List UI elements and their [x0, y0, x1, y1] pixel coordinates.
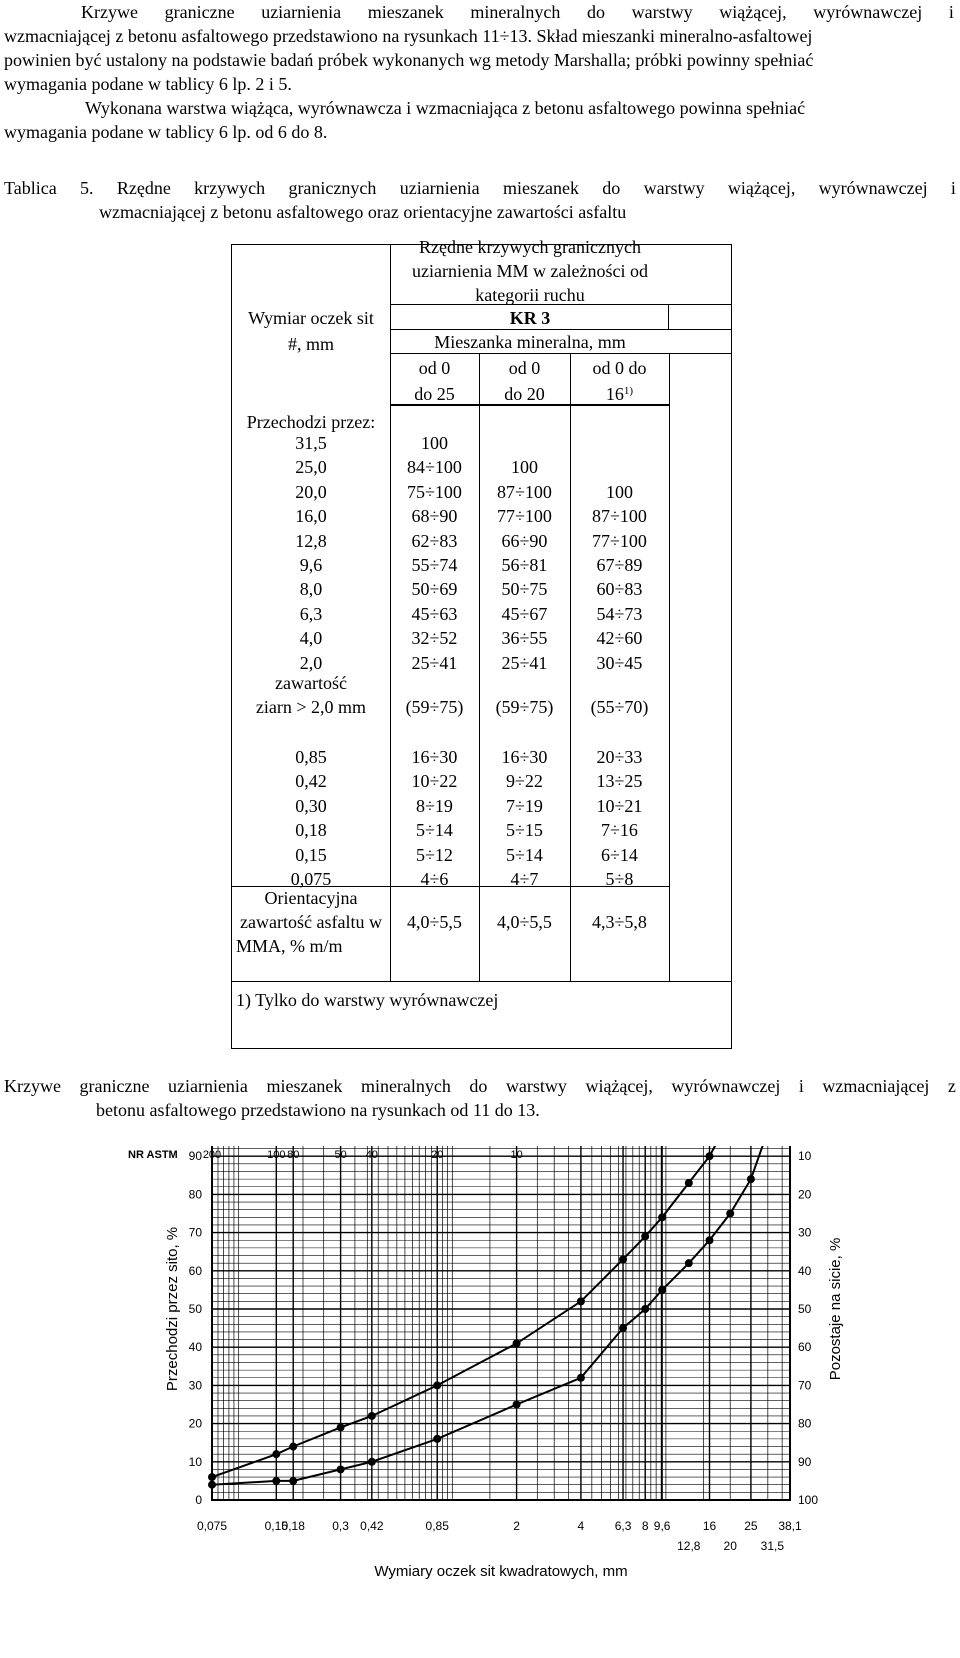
after-word: wiążącej, — [585, 1076, 653, 1096]
x-tick-label: 2 — [513, 1519, 520, 1533]
x-tick-label: 0,075 — [196, 1519, 228, 1533]
col3-line-1: od 0 do — [592, 358, 647, 378]
grading-range-cell: 5÷8 — [605, 869, 634, 889]
curve-point — [513, 1401, 521, 1409]
grading-range-cell: 50÷69 — [411, 579, 458, 600]
grading-range-cell: 30÷45 — [596, 652, 643, 673]
grading-range-cell: 25÷41 — [501, 652, 548, 673]
caption-word: do — [602, 178, 621, 198]
curve-point — [368, 1458, 376, 1466]
curve-point — [706, 1236, 714, 1244]
header-traffic-category: KR 3 — [509, 308, 551, 328]
top-axis-tick: 200 — [202, 1149, 222, 1161]
asphalt-label-line-2: zawartość asfaltu w — [240, 912, 382, 932]
grading-range-cell: 5÷14 — [416, 820, 453, 841]
grading-range-cell: 45÷63 — [411, 603, 458, 624]
grading-range-cell: 87÷100 — [497, 481, 552, 502]
header-grading-line-2: uziarnienia MM w zależności od — [412, 261, 648, 281]
grading-range-cell: 7÷19 — [506, 795, 543, 816]
grading-range-cell: 4÷6 — [420, 869, 449, 889]
after-line-1 — [4, 1074, 956, 1098]
after-word: i — [798, 1076, 804, 1096]
grading-range-cell: 25÷41 — [411, 652, 458, 673]
header-mineral-mix: Mieszanka mineralna, mm — [434, 332, 626, 352]
grading-range-cell: 54÷73 — [596, 603, 643, 624]
sieve-size-cell: 0,075 — [290, 869, 332, 889]
after-word: Krzywe — [4, 1076, 61, 1096]
curve-point — [513, 1339, 521, 1347]
grading-table — [231, 237, 732, 1049]
x-tick-label: 6,3 — [614, 1519, 632, 1533]
sieve-size-cell: 0,15 — [295, 844, 327, 865]
curve-point — [289, 1477, 297, 1485]
top-axis-tick: 80 — [287, 1149, 300, 1161]
sieve-size-cell: 2,0 — [299, 652, 323, 673]
after-word: z — [947, 1076, 956, 1096]
after-word: warstwy — [505, 1076, 567, 1096]
curve-point — [368, 1412, 376, 1420]
asphalt-value: 4,0÷5,5 — [497, 912, 552, 932]
intro-line-2: wzmacniającej z betonu asfaltowego przedstawiono na rysunkach 11÷13. Skład mieszanki mineralno-asfaltowej — [4, 26, 813, 46]
grading-range-cell: 13÷25 — [596, 771, 643, 792]
curve-point — [685, 1179, 693, 1187]
grading-range-cell: 100 — [511, 457, 538, 478]
y-tick-label-left: 90 — [188, 1149, 202, 1164]
header-sieve-line-1: Wymiar oczek sit — [248, 308, 374, 328]
curve-point — [208, 1481, 216, 1489]
caption-word: warstwy — [643, 178, 705, 198]
sieve-size-cell: 0,85 — [295, 747, 327, 767]
col3-footnote-mark: 1) — [623, 385, 634, 397]
grading-range-cell: 45÷67 — [501, 603, 548, 624]
col2-line-2: do 20 — [504, 384, 545, 404]
col3-size: 16 — [605, 384, 624, 404]
intro-word: do — [586, 2, 605, 22]
curve-point — [577, 1297, 585, 1305]
curve-point — [726, 1210, 734, 1218]
y-tick-label-right: 10 — [798, 1149, 812, 1164]
curve-point — [619, 1255, 627, 1263]
grading-range-cell: 7÷16 — [601, 820, 638, 841]
after-paragraph — [4, 1074, 956, 1122]
grading-range-cell: 66÷90 — [501, 530, 548, 551]
grading-range-cell: 5÷14 — [506, 844, 543, 865]
header-mix-0-16 — [570, 356, 669, 406]
sieve-size-cell: 0,18 — [295, 820, 327, 841]
y-tick-label-right: 70 — [798, 1378, 812, 1393]
grading-range-cell: 77÷100 — [592, 530, 647, 551]
after-line-2: betonu asfaltowego przedstawiono na rysunkach od 11 do 13. — [96, 1100, 540, 1120]
caption-word: wiążącej, — [727, 178, 796, 198]
y-tick-label-right: 30 — [798, 1225, 812, 1240]
caption-word: 5. — [80, 178, 94, 198]
sieve-size-cell: 6,3 — [299, 603, 323, 624]
content-value: (55÷70) — [590, 697, 649, 717]
grading-range-cell: 68÷90 — [411, 506, 458, 527]
y-tick-label-right: 90 — [798, 1454, 812, 1469]
intro-line-4: wymagania podane w tablicy 6 lp. 2 i 5. — [4, 74, 292, 94]
x-tick-label: 12,8 — [677, 1539, 701, 1553]
grading-curve — [212, 1146, 772, 1477]
curve-point — [577, 1374, 585, 1382]
curve-point — [289, 1443, 297, 1451]
curve-point — [272, 1477, 280, 1485]
top-axis-tick: 10 — [510, 1149, 523, 1161]
asphalt-label-line-1: Orientacyjna — [264, 888, 358, 908]
x-tick-label: 0,85 — [425, 1519, 449, 1533]
x-tick-label: 16 — [702, 1519, 717, 1533]
x-tick-label: 0,18 — [281, 1519, 305, 1533]
grading-range-cell: 50÷75 — [501, 579, 548, 600]
sieve-size-cell: 20,0 — [295, 481, 327, 502]
header-grading-curves — [390, 235, 670, 307]
intro-line-3: powinien być ustalony na podstawie badań próbek wykonanych wg metody Marshalla; próbki powinny spełniać — [4, 50, 814, 70]
curve-point — [337, 1423, 345, 1431]
caption-word: i — [950, 178, 956, 198]
caption-word: mieszanek — [502, 178, 579, 198]
intro-word: wyrównawczej — [813, 2, 923, 22]
grading-range-cell: 100 — [606, 481, 633, 502]
intro-word: warstwy — [631, 2, 693, 22]
sieve-size-cell: 25,0 — [295, 457, 327, 478]
x-tick-label: 0,3 — [332, 1519, 349, 1533]
grading-range-cell: 62÷83 — [411, 530, 458, 551]
y-tick-label-left: 40 — [188, 1340, 202, 1355]
after-word: uziarnienia — [167, 1076, 248, 1096]
table-footnote: 1) Tylko do warstwy wyrównawczej — [236, 990, 499, 1010]
curve-point — [706, 1152, 714, 1160]
y-tick-label-right: 60 — [798, 1340, 812, 1355]
curve-point — [658, 1286, 666, 1294]
col1-line-2: do 25 — [414, 384, 455, 404]
passes-through-label: Przechodzi przez: — [246, 412, 376, 432]
grading-range-cell: 32÷52 — [411, 628, 458, 649]
content-label-line-1: zawartość — [275, 673, 347, 693]
asphalt-label — [232, 886, 390, 958]
y-axis-title-left: Przechodzi przez sito, % — [164, 1226, 181, 1392]
intro-word: graniczne — [164, 2, 235, 22]
grading-range-cell: 55÷74 — [411, 555, 458, 575]
grading-range-cell: 87÷100 — [592, 506, 647, 527]
top-axis-tick: 50 — [334, 1149, 347, 1161]
intro-word: mineralnych — [470, 2, 561, 22]
table-rule — [669, 353, 670, 981]
x-tick-label: 9,6 — [653, 1519, 671, 1533]
caption-line-2: wzmacniającej z betonu asfaltowego oraz orientacyjne zawartości asfaltu — [99, 202, 627, 222]
curve-point — [272, 1450, 280, 1458]
content-value: (59÷75) — [405, 697, 464, 717]
header-grading-line-3: kategorii ruchu — [475, 285, 585, 305]
intro-line-1 — [4, 0, 954, 24]
grading-range-cell: 10÷21 — [596, 795, 643, 816]
grading-range-cell: 10÷22 — [411, 771, 458, 792]
grading-range-cell: 67÷89 — [596, 555, 643, 575]
header-mix-0-20 — [479, 356, 570, 406]
x-tick-label: 0,42 — [360, 1519, 384, 1533]
after-word: wzmacniającej — [822, 1076, 930, 1096]
x-tick-label: 25 — [744, 1519, 758, 1533]
header-mix-0-25 — [390, 356, 479, 406]
grading-range-cell: 16÷30 — [411, 747, 458, 767]
y-tick-label-left: 10 — [188, 1454, 202, 1469]
caption-word: uziarnienia — [399, 178, 480, 198]
x-axis-title: Wymiary oczek sit kwadratowych, mm — [374, 1563, 628, 1580]
after-word: wyrównawczej — [671, 1076, 781, 1096]
col1-line-1: od 0 — [418, 358, 451, 378]
y-tick-label-right: 20 — [798, 1187, 812, 1202]
y-tick-label-right: 40 — [798, 1263, 812, 1278]
curve-point — [208, 1473, 216, 1481]
curve-point — [641, 1232, 649, 1240]
after-word: mineralnych — [360, 1076, 451, 1096]
y-tick-label-left: 50 — [188, 1302, 202, 1316]
y-tick-label-right: 100 — [798, 1493, 819, 1507]
intro-word: wiążącej, — [719, 2, 787, 22]
sieve-size-cell: 9,6 — [299, 555, 323, 575]
grading-range-cell: 20÷33 — [596, 747, 643, 767]
grading-range-cell: 60÷83 — [596, 579, 643, 600]
caption-line-1 — [4, 176, 956, 200]
top-axis-tick: 40 — [365, 1149, 378, 1161]
header-sieve-line-2: #, mm — [287, 334, 334, 354]
grading-range-cell: 8÷19 — [416, 795, 453, 816]
grading-range-cell: 5÷12 — [416, 844, 453, 865]
x-tick-label: 4 — [577, 1519, 585, 1533]
content-label-line-2: ziarn > 2,0 mm — [255, 697, 367, 717]
curve-point — [658, 1213, 666, 1221]
asphalt-label-line-3: MMA, % m/m — [236, 936, 343, 956]
content-value: (59÷75) — [495, 697, 554, 717]
sieve-size-cell: 16,0 — [295, 506, 327, 527]
intro-word: Krzywe — [81, 2, 138, 22]
y-tick-label-left: 30 — [188, 1378, 202, 1393]
intro-word: mieszanek — [367, 2, 444, 22]
grading-range-cell: 56÷81 — [501, 555, 548, 575]
caption-word: Tablica — [4, 178, 57, 198]
grading-range-cell: 9÷22 — [506, 771, 543, 792]
col2-line-1: od 0 — [508, 358, 541, 378]
y-axis-title-right: Pozostaje na sicie, % — [827, 1237, 844, 1381]
curve-point — [641, 1305, 649, 1313]
asphalt-value: 4,3÷5,8 — [592, 912, 647, 932]
grading-range-cell: 77÷100 — [497, 506, 552, 527]
y-tick-label-left: 60 — [188, 1263, 202, 1278]
col3-line-2 — [570, 382, 669, 406]
curve-point — [747, 1175, 755, 1183]
grading-range-cell: 16÷30 — [501, 747, 548, 767]
sieve-size-cell: 31,5 — [295, 433, 327, 453]
top-axis-tick: 100 — [267, 1149, 286, 1161]
sieve-size-cell: 0,30 — [295, 795, 327, 816]
grading-range-cell: 6÷14 — [601, 844, 638, 865]
caption-word: krzywych — [194, 178, 266, 198]
after-word: mieszanek — [266, 1076, 343, 1096]
grading-range-cell: 36÷55 — [501, 628, 548, 649]
x-tick-label: 8 — [641, 1519, 649, 1533]
y-tick-label-left: 70 — [188, 1225, 202, 1240]
y-tick-label-left: 80 — [188, 1187, 202, 1202]
grading-chart — [0, 1146, 960, 1658]
y-tick-label-left: 0 — [195, 1493, 202, 1507]
after-word: do — [469, 1076, 488, 1096]
y-tick-label-right: 80 — [798, 1416, 812, 1431]
x-tick-label: 38,1 — [778, 1519, 802, 1533]
curve-point — [685, 1259, 693, 1267]
intro-line-5: Wykonana warstwa wiążąca, wyrównawcza i wzmacniająca z betonu asfaltowego powinna spełniać — [85, 98, 806, 118]
caption-word: Rzędne — [116, 178, 171, 198]
intro-line-6: wymagania podane w tablicy 6 lp. od 6 do 8. — [4, 122, 328, 142]
intro-paragraph — [4, 0, 954, 144]
curve-point — [433, 1381, 441, 1389]
sieve-size-cell: 12,8 — [295, 530, 327, 551]
x-tick-label: 20 — [723, 1539, 737, 1553]
grading-curve — [212, 1146, 772, 1485]
y-tick-label-left: 20 — [188, 1416, 202, 1431]
table-rule — [232, 981, 732, 982]
asphalt-value: 4,0÷5,5 — [407, 912, 462, 932]
caption-word: granicznych — [288, 178, 377, 198]
header-grading-line-1: Rzędne krzywych granicznych — [419, 237, 641, 257]
table-caption — [4, 176, 956, 224]
grading-range-cell: 5÷15 — [506, 820, 543, 841]
caption-word: wyrównawczej — [818, 178, 928, 198]
grading-range-cell: 42÷60 — [596, 628, 643, 649]
top-axis-tick: 20 — [431, 1149, 444, 1161]
intro-word: uziarnienia — [261, 2, 342, 22]
grading-range-cell: 100 — [421, 433, 448, 453]
sieve-size-cell: 8,0 — [299, 579, 323, 600]
curve-point — [619, 1324, 627, 1332]
grading-range-cell: 4÷7 — [510, 869, 539, 889]
header-sieve-size — [232, 306, 390, 356]
grading-range-cell: 84÷100 — [407, 457, 462, 478]
y-tick-label-right: 50 — [798, 1302, 812, 1316]
x-tick-label: 0,15 — [264, 1519, 288, 1533]
curve-point — [433, 1435, 441, 1443]
x-tick-label: 31,5 — [760, 1539, 785, 1553]
content-label — [232, 671, 390, 719]
sieve-size-cell: 4,0 — [299, 628, 323, 649]
after-word: graniczne — [79, 1076, 150, 1096]
intro-word: i — [948, 2, 954, 22]
top-axis-title: NR ASTM — [128, 1149, 178, 1161]
curve-point — [337, 1465, 345, 1473]
grading-range-cell: 75÷100 — [407, 481, 462, 502]
sieve-size-cell: 0,42 — [295, 771, 327, 792]
